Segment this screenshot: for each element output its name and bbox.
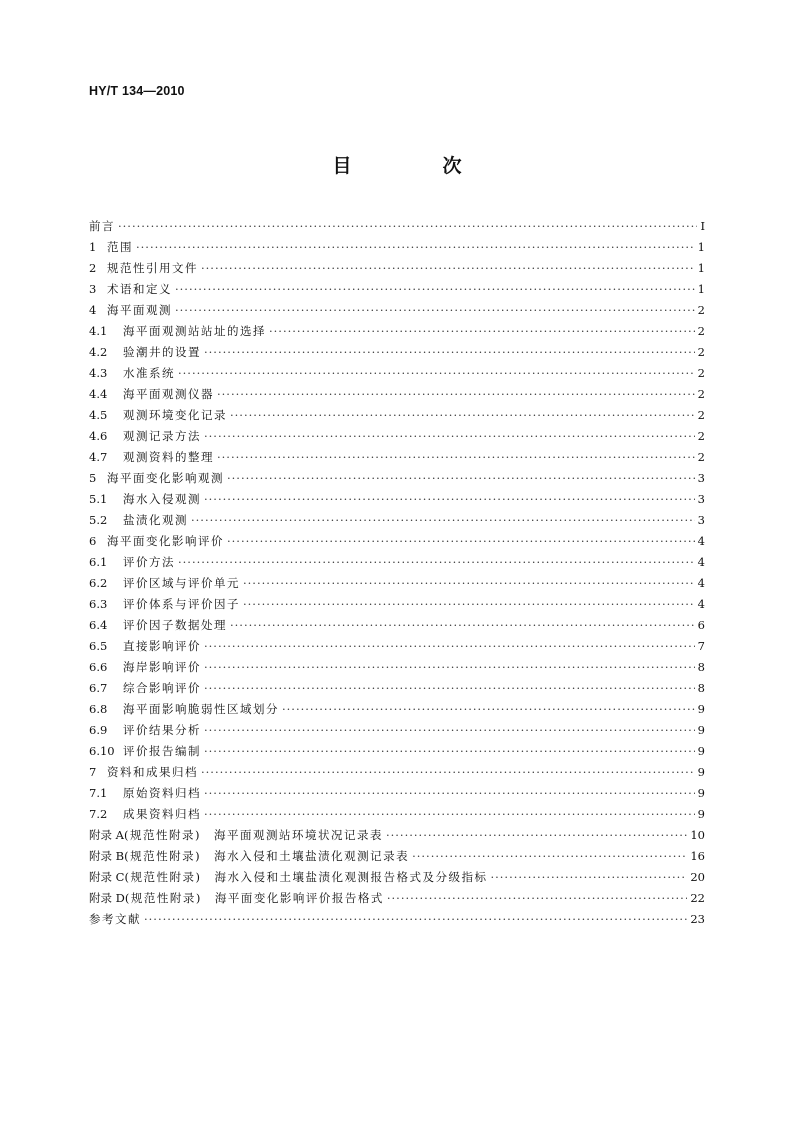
- toc-entry[interactable]: [89, 489, 705, 510]
- toc-entry-title: (规范性附录) 海水入侵和土壤盐渍化观测报告格式及分级指标: [124, 870, 488, 884]
- toc-entry-title: 原始资料归档: [123, 786, 201, 800]
- toc-entry-title: 评价结果分析: [123, 723, 201, 737]
- toc-entry-title: 海平面观测站站址的选择: [123, 324, 266, 338]
- dot-leader: [191, 510, 695, 531]
- toc-entry[interactable]: [89, 510, 705, 531]
- toc-entry-page: 2: [697, 324, 705, 338]
- dot-leader: [204, 678, 695, 699]
- toc-entry-number: 4.1: [89, 324, 108, 338]
- toc-entry-page: 9: [697, 744, 705, 758]
- toc-entry-number: 6.7: [89, 681, 108, 695]
- toc-entry-title: 验潮井的设置: [123, 345, 201, 359]
- toc-entry-title: 评价方法: [123, 555, 175, 569]
- toc-entry[interactable]: [89, 846, 705, 867]
- toc-entry[interactable]: [89, 363, 705, 384]
- toc-entry-title: 资料和成果归档: [107, 765, 198, 779]
- toc-entry[interactable]: [89, 825, 705, 846]
- toc-entry-page: 9: [697, 723, 705, 737]
- toc-entry-page: 23: [690, 912, 705, 926]
- toc-entry[interactable]: [89, 909, 705, 930]
- toc-entry-title: 评价体系与评价因子: [123, 597, 240, 611]
- dot-leader: [217, 384, 695, 405]
- toc-entry-page: 4: [697, 597, 705, 611]
- toc-entry-page: 3: [697, 492, 705, 506]
- dot-leader: [144, 909, 687, 930]
- toc-entry[interactable]: [89, 321, 705, 342]
- toc-entry-page: 6: [697, 618, 705, 632]
- dot-leader: [490, 867, 687, 888]
- dot-leader: [230, 615, 695, 636]
- toc-entry-title: (规范性附录) 海平面观测站环境状况记录表: [123, 828, 383, 842]
- standard-code: HY/T 134—2010: [89, 84, 185, 98]
- toc-entry[interactable]: [89, 426, 705, 447]
- toc-entry-number: 6.1: [89, 555, 108, 569]
- toc-entry[interactable]: [89, 594, 705, 615]
- toc-entry-number: 4.2: [89, 345, 108, 359]
- dot-leader: [387, 888, 687, 909]
- page-title: 目 次: [332, 155, 498, 177]
- toc-entry-number: 4.4: [89, 387, 108, 401]
- toc-entry-page: 16: [690, 849, 705, 863]
- toc-entry-number: 6: [89, 534, 97, 548]
- toc-entry-page: 1: [697, 240, 705, 254]
- toc-entry[interactable]: [89, 867, 705, 888]
- toc-entry[interactable]: [89, 636, 705, 657]
- dot-leader: [204, 741, 695, 762]
- toc-entry[interactable]: [89, 279, 705, 300]
- toc-entry[interactable]: [89, 573, 705, 594]
- toc-entry-number: 4.6: [89, 429, 108, 443]
- dot-leader: [204, 720, 695, 741]
- toc-entry[interactable]: [89, 237, 705, 258]
- toc-entry-page: 4: [697, 576, 705, 590]
- dot-leader: [178, 363, 695, 384]
- toc-entry-page: 7: [697, 639, 705, 653]
- toc-entry-number: 5.2: [89, 513, 108, 527]
- toc-entry[interactable]: [89, 531, 705, 552]
- toc-entry-number: 6.8: [89, 702, 108, 716]
- toc-entry-number: 4: [89, 303, 97, 317]
- toc-entry-page: 3: [697, 513, 705, 527]
- dot-leader: [175, 279, 695, 300]
- toc-entry-title: (规范性附录) 海平面变化影响评价报告格式: [124, 891, 384, 905]
- toc-entry-page: 20: [690, 870, 705, 884]
- toc-entry-title: 海水入侵观测: [123, 492, 201, 506]
- toc-entry-number: 6.6: [89, 660, 108, 674]
- toc-entry-number: 2: [89, 261, 97, 275]
- dot-leader: [227, 531, 695, 552]
- dot-leader: [204, 657, 695, 678]
- toc-entry[interactable]: [89, 300, 705, 321]
- toc-entry-title: 前言: [89, 219, 115, 233]
- toc-entry[interactable]: [89, 216, 705, 237]
- toc-entry-title: 海平面变化影响观测: [107, 471, 224, 485]
- toc-entry-page: 2: [697, 303, 705, 317]
- toc-entry[interactable]: [89, 447, 705, 468]
- toc-entry-page: 2: [697, 345, 705, 359]
- toc-entry-number: 附录 B: [89, 849, 125, 863]
- toc-entry-page: 9: [697, 807, 705, 821]
- toc-entry-number: 6.2: [89, 576, 108, 590]
- toc-entry-title: 规范性引用文件: [107, 261, 198, 275]
- toc-entry-title: 参考文献: [89, 912, 141, 926]
- toc-entry-page: 2: [697, 366, 705, 380]
- dot-leader: [412, 846, 687, 867]
- toc-entry-page: Ⅰ: [700, 219, 705, 233]
- toc-entry[interactable]: [89, 384, 705, 405]
- toc-entry-page: 2: [697, 387, 705, 401]
- toc-entry[interactable]: [89, 615, 705, 636]
- toc-entry-page: 22: [690, 891, 705, 905]
- toc-entry-title: 评价因子数据处理: [123, 618, 227, 632]
- dot-leader: [204, 804, 695, 825]
- toc-entry-page: 1: [697, 261, 705, 275]
- toc-entry[interactable]: [89, 720, 705, 741]
- toc-entry-page: 8: [697, 660, 705, 674]
- toc-entry-page: 4: [697, 555, 705, 569]
- toc-entry-title: 术语和定义: [107, 282, 172, 296]
- dot-leader: [282, 699, 695, 720]
- toc-entry[interactable]: [89, 405, 705, 426]
- toc-entry-number: 7: [89, 765, 97, 779]
- toc-entry-title: 直接影响评价: [123, 639, 201, 653]
- toc-entry-page: 9: [697, 765, 705, 779]
- dot-leader: [204, 636, 695, 657]
- toc-entry-page: 9: [697, 702, 705, 716]
- toc-entry-title: (规范性附录) 海水入侵和土壤盐渍化观测记录表: [124, 849, 410, 863]
- dot-leader: [217, 447, 695, 468]
- toc-entry-number: 6.4: [89, 618, 108, 632]
- toc-entry-number: 1: [89, 240, 97, 254]
- toc-entry-title: 成果资料归档: [123, 807, 201, 821]
- dot-leader: [243, 573, 695, 594]
- toc-entry[interactable]: [89, 741, 705, 762]
- toc-entry-number: 4.5: [89, 408, 108, 422]
- toc-entry[interactable]: [89, 468, 705, 489]
- toc-entry-title: 海平面观测仪器: [123, 387, 214, 401]
- toc-entry-page: 10: [690, 828, 705, 842]
- toc-entry[interactable]: [89, 699, 705, 720]
- toc-entry[interactable]: [89, 678, 705, 699]
- toc-entry-title: 评价区域与评价单元: [123, 576, 240, 590]
- dot-leader: [178, 552, 695, 573]
- toc-entry-number: 6.5: [89, 639, 108, 653]
- toc-entry[interactable]: [89, 804, 705, 825]
- toc-entry[interactable]: [89, 657, 705, 678]
- toc-entry[interactable]: [89, 888, 705, 909]
- toc-entry-number: 7.1: [89, 786, 108, 800]
- toc-entry-page: 2: [697, 450, 705, 464]
- toc-entry-title: 海岸影响评价: [123, 660, 201, 674]
- dot-leader: [118, 216, 697, 237]
- toc-entry[interactable]: [89, 342, 705, 363]
- toc-entry-page: 4: [697, 534, 705, 548]
- toc-entry-number: 4.3: [89, 366, 108, 380]
- toc-entry-page: 2: [697, 429, 705, 443]
- toc-entry-page: 3: [697, 471, 705, 485]
- dot-leader: [243, 594, 695, 615]
- toc-entry[interactable]: [89, 552, 705, 573]
- toc-entry-title: 观测环境变化记录: [123, 408, 227, 422]
- toc-entry-number: 5: [89, 471, 97, 485]
- dot-leader: [269, 321, 695, 342]
- toc-entry-number: 附录 D: [89, 891, 125, 905]
- dot-leader: [204, 783, 695, 804]
- toc-entry-title: 海平面观测: [107, 303, 172, 317]
- toc-entry-title: 观测资料的整理: [123, 450, 214, 464]
- dot-leader: [204, 426, 695, 447]
- toc-entry-page: 1: [697, 282, 705, 296]
- toc-entry-number: 附录 A: [89, 828, 124, 842]
- toc-entry-page: 2: [697, 408, 705, 422]
- toc-entry-number: 4.7: [89, 450, 108, 464]
- toc-entry-page: 9: [697, 786, 705, 800]
- dot-leader: [175, 300, 695, 321]
- toc-entry-number: 6.3: [89, 597, 108, 611]
- dot-leader: [204, 342, 695, 363]
- toc-entry-title: 海平面影响脆弱性区域划分: [123, 702, 279, 716]
- toc-entry[interactable]: [89, 258, 705, 279]
- toc-entry-title: 水准系统: [123, 366, 175, 380]
- toc-entry-title: 评价报告编制: [123, 744, 201, 758]
- toc-entry-title: 综合影响评价: [123, 681, 201, 695]
- toc-entry-title: 观测记录方法: [123, 429, 201, 443]
- dot-leader: [204, 489, 695, 510]
- toc-entry[interactable]: [89, 762, 705, 783]
- table-of-contents: [89, 216, 705, 930]
- toc-entry-number: 6.10: [89, 744, 115, 758]
- toc-entry[interactable]: [89, 783, 705, 804]
- dot-leader: [136, 237, 695, 258]
- dot-leader: [230, 405, 695, 426]
- toc-entry-title: 海平面变化影响评价: [107, 534, 224, 548]
- toc-entry-title: 范围: [107, 240, 133, 254]
- toc-entry-page: 8: [697, 681, 705, 695]
- dot-leader: [227, 468, 695, 489]
- toc-entry-number: 5.1: [89, 492, 108, 506]
- toc-entry-number: 7.2: [89, 807, 108, 821]
- toc-entry-number: 附录 C: [89, 870, 125, 884]
- dot-leader: [201, 762, 695, 783]
- toc-entry-number: 6.9: [89, 723, 108, 737]
- dot-leader: [386, 825, 687, 846]
- toc-entry-number: 3: [89, 282, 97, 296]
- toc-entry-title: 盐渍化观测: [123, 513, 188, 527]
- dot-leader: [201, 258, 695, 279]
